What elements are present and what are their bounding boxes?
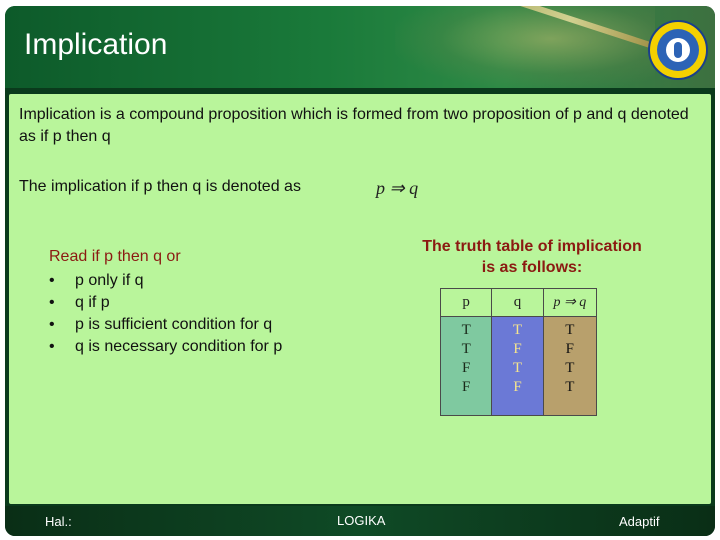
- truth-header-q: q: [492, 289, 542, 317]
- truth-cell: T: [461, 322, 471, 338]
- truth-table: [440, 288, 597, 416]
- truth-cell: F: [565, 341, 575, 357]
- page-label: Hal.:: [45, 514, 72, 529]
- read-title: Read if p then q or: [49, 248, 181, 265]
- truth-header-result-label: p ⇒ q: [553, 295, 587, 310]
- read-list: [49, 270, 282, 358]
- truth-cell: F: [513, 379, 522, 395]
- denote-text: The implication if p then q is denoted as: [19, 178, 301, 195]
- program-label: Adaptif: [619, 514, 660, 529]
- slide-footer: [5, 506, 715, 536]
- truth-cell: T: [512, 360, 523, 376]
- truth-header-result: [544, 289, 596, 317]
- list-item: • p only if q: [49, 270, 282, 292]
- truth-table-caption: The truth table of implication is as follows:: [422, 238, 642, 276]
- implication-formula: p ⇒ q: [376, 178, 419, 198]
- subject-label: LOGIKA: [337, 513, 386, 528]
- truth-cell: T: [565, 322, 575, 338]
- truth-cell: T: [565, 379, 575, 395]
- header-decoration: [395, 6, 655, 88]
- truth-column-q: [492, 289, 543, 415]
- slide-header: [5, 6, 715, 88]
- school-emblem-icon: [648, 20, 708, 80]
- truth-column-p: [441, 289, 492, 415]
- list-item: • q if p: [49, 292, 282, 314]
- truth-column-result: [544, 289, 596, 415]
- list-item: • p is sufficient condition for q: [49, 314, 282, 336]
- truth-cell: T: [565, 360, 575, 376]
- slide: [5, 6, 715, 536]
- truth-cell: T: [461, 341, 471, 357]
- list-item: • q is necessary condition for p: [49, 336, 282, 358]
- truth-cell: F: [513, 341, 522, 357]
- content-panel: [9, 94, 711, 504]
- truth-cell: F: [462, 379, 471, 395]
- truth-cell: T: [512, 322, 523, 338]
- truth-header-p: p: [441, 289, 491, 317]
- intro-text: Implication is a compound proposition which is formed from two proposition of p and q denoted as if p then q: [19, 106, 689, 145]
- truth-cell: F: [462, 360, 471, 376]
- slide-title: Implication: [24, 28, 168, 61]
